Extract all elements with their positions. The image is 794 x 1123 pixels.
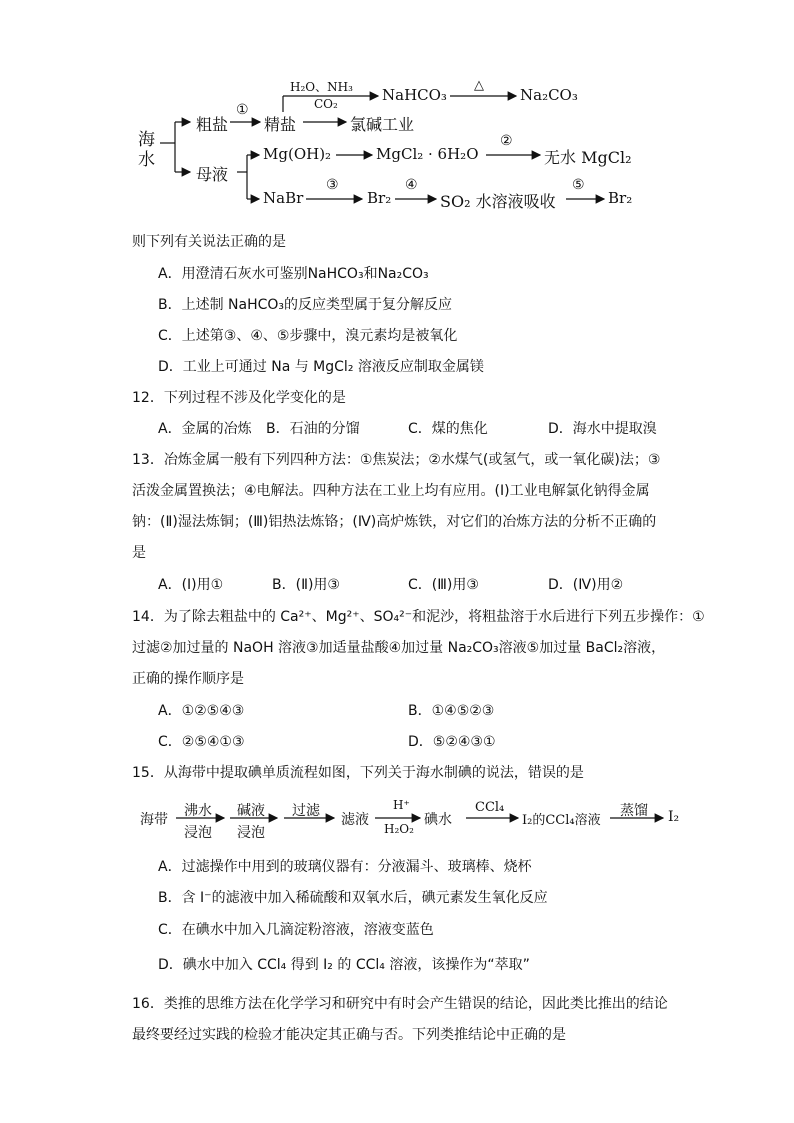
reagent-h2o-nh3: H₂O、NH₃ — [290, 80, 353, 94]
q13-stem-line1: 13．冶炼金属一般有下列四种方法：①焦炭法；②水煤气(或氢气，或一氧化碳)法；③ — [132, 452, 661, 468]
q12-option-d[interactable]: D．海水中提取溴 — [548, 421, 657, 437]
nahco3-label: NaHCO₃ — [382, 86, 447, 104]
step-2-label: ② — [500, 133, 513, 149]
filter-label: 过滤 — [292, 803, 320, 819]
seawater-label: 海水 — [138, 130, 155, 170]
h-plus-label: H⁺ — [393, 798, 410, 812]
q15-option-a[interactable]: A．过滤操作中用到的玻璃仪器有：分液漏斗、玻璃棒、烧杯 — [158, 859, 532, 875]
coarse-salt-label: 粗盐 — [196, 115, 229, 134]
q14-stem-line2: 过滤②加过量的 NaOH 溶液③加适量盐酸④加过量 Na₂CO₃溶液⑤加过量 BaCl₂溶液， — [132, 640, 666, 656]
q11-stem: 则下列有关说法正确的是 — [132, 234, 286, 250]
q11-option-c[interactable]: C．上述第③、④、⑤步骤中，溴元素均是被氧化 — [158, 328, 458, 344]
q14-stem-line1: 14．为了除去粗盐中的 Ca²⁺、Mg²⁺、SO₄²⁻和泥沙，将粗盐溶于水后进行下列五步操作：① — [132, 609, 705, 625]
q14-option-a[interactable]: A．①②⑤④③ — [158, 703, 245, 719]
na2co3-label: Na₂CO₃ — [520, 86, 578, 104]
mother-liquor-label: 母液 — [196, 165, 229, 184]
distill-label: 蒸馏 — [620, 803, 648, 819]
i2-ccl4-solution-label: I₂的CCl₄溶液 — [522, 813, 601, 828]
q12-option-c[interactable]: C．煤的焦化 — [408, 421, 488, 437]
q15-stem: 15．从海带中提取碘单质流程如图，下列关于海水制碘的说法，错误的是 — [132, 765, 584, 781]
alkali-label: 碱液 — [237, 803, 265, 819]
heat-symbol: △ — [474, 78, 484, 93]
fine-salt-label: 精盐 — [264, 115, 297, 134]
q15-option-b[interactable]: B．含 I⁻的滤液中加入稀硫酸和双氧水后，碘元素发生氧化反应 — [158, 890, 548, 906]
kelp-label: 海带 — [140, 812, 168, 828]
q14-option-d[interactable]: D．⑤②④③① — [408, 734, 496, 750]
iodine-water-label: 碘水 — [424, 812, 452, 828]
q14-stem-line3: 正确的操作顺序是 — [132, 671, 244, 687]
q12-option-b[interactable]: B．石油的分馏 — [266, 421, 360, 437]
q13-stem-line2: 活泼金属置换法；④电解法。四种方法在工业上均有应用。(Ⅰ)工业电解氯化钠得金属 — [132, 483, 650, 499]
step-3-label: ③ — [326, 177, 339, 193]
reagent-co2: CO₂ — [314, 97, 338, 111]
br2-label-b: Br₂ — [608, 189, 633, 207]
q12-stem: 12．下列过程不涉及化学变化的是 — [132, 390, 346, 406]
q11-option-b[interactable]: B．上述制 NaHCO₃的反应类型属于复分解反应 — [158, 297, 453, 313]
i2-product-label: I₂ — [668, 809, 680, 825]
q13-option-a[interactable]: A．(Ⅰ)用① — [158, 577, 224, 593]
q16-stem-line2: 最终要经过实践的检验才能决定其正确与否。下列类推结论中正确的是 — [132, 1027, 566, 1043]
anhydrous-mgcl2-label: 无水 MgCl₂ — [544, 148, 632, 167]
so2-absorb-label: SO₂ 水溶液吸收 — [440, 192, 556, 211]
mgcl2-hydrate-label: MgCl₂ · 6H₂O — [376, 145, 479, 163]
boiling-water-label: 沸水 — [184, 803, 212, 819]
soak-label-2: 浸泡 — [237, 825, 265, 841]
q15-option-d[interactable]: D．碘水中加入 CCl₄ 得到 I₂ 的 CCl₄ 溶液，该操作为“萃取” — [158, 957, 530, 973]
q13-stem-line3: 钠：(Ⅱ)湿法炼铜；(Ⅲ)铝热法炼铬；(Ⅳ)高炉炼铁，对它们的冶炼方法的分析不正确的 — [132, 514, 657, 530]
q11-option-a[interactable]: A．用澄清石灰水可鉴别NaHCO₃和Na₂CO₃ — [158, 266, 429, 282]
soak-label-1: 浸泡 — [184, 825, 212, 841]
br2-label-a: Br₂ — [367, 189, 392, 207]
q13-stem-line4: 是 — [132, 545, 146, 561]
nabr-label: NaBr — [263, 189, 304, 207]
h2o2-label: H₂O₂ — [384, 822, 414, 836]
mgoh2-label: Mg(OH)₂ — [263, 145, 332, 163]
step-1-label: ① — [236, 102, 249, 118]
q13-option-c[interactable]: C．(Ⅲ)用③ — [408, 577, 479, 593]
q13-option-d[interactable]: D．(Ⅳ)用② — [548, 577, 624, 593]
ccl4-label: CCl₄ — [475, 800, 505, 815]
q12-option-a[interactable]: A．金属的冶炼 — [158, 421, 252, 437]
step-5-label: ⑤ — [572, 177, 585, 193]
q16-stem-line1: 16．类推的思维方法在化学学习和研究中有时会产生错误的结论，因此类比推出的结论 — [132, 996, 668, 1012]
filtrate-label: 滤液 — [341, 812, 369, 828]
q14-option-b[interactable]: B．①④⑤②③ — [408, 703, 495, 719]
q13-option-b[interactable]: B．(Ⅱ)用③ — [272, 577, 340, 593]
step-4-label: ④ — [405, 177, 418, 193]
q11-option-d[interactable]: D．工业上可通过 Na 与 MgCl₂ 溶液反应制取金属镁 — [158, 359, 484, 375]
chlor-alkali-label: 氯碱工业 — [350, 115, 415, 134]
q14-option-c[interactable]: C．②⑤④①③ — [158, 734, 245, 750]
q15-option-c[interactable]: C．在碘水中加入几滴淀粉溶液，溶液变蓝色 — [158, 922, 434, 938]
